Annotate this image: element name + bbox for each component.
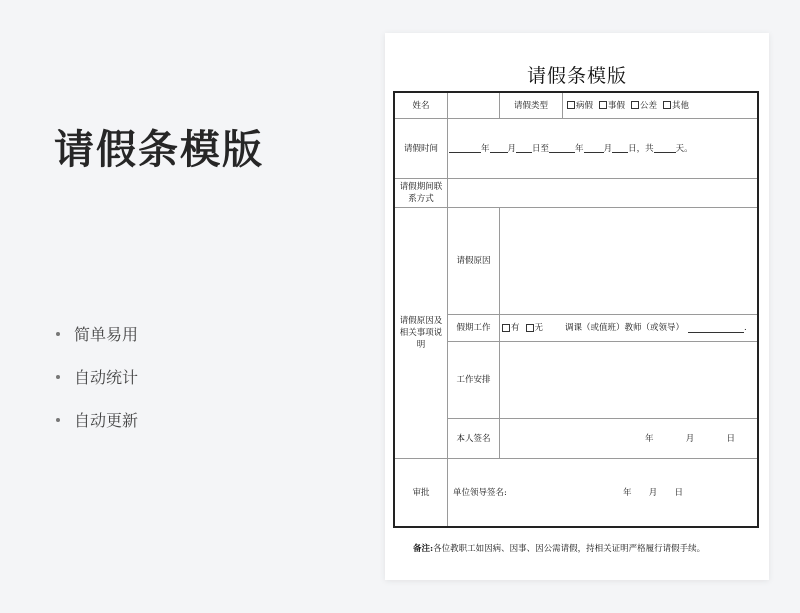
bullet-icon xyxy=(56,375,60,379)
blank-line xyxy=(490,144,508,153)
leave-time-label: 请假时间 xyxy=(403,143,438,154)
feature-list xyxy=(56,312,138,441)
name-field[interactable] xyxy=(448,93,499,118)
leave-form-table xyxy=(393,91,759,528)
blank-line xyxy=(688,324,744,333)
bullet-icon xyxy=(56,332,60,336)
blank-line xyxy=(549,144,575,153)
leave-type-option[interactable]: 病假 xyxy=(567,100,593,112)
holiday-work-options: 有 无 调课（或值班）教师（或领导） . xyxy=(502,315,757,341)
leave-type-label: 请假类型 xyxy=(513,100,548,111)
leave-type-option[interactable]: 其他 xyxy=(663,100,689,112)
blank-line xyxy=(654,144,676,153)
substitute-text: 调课（或值班）教师（或领导） xyxy=(565,323,685,333)
blank-line xyxy=(612,144,628,153)
leave-type-option[interactable]: 公差 xyxy=(631,100,657,112)
holiday-option[interactable]: 有 xyxy=(502,322,520,334)
blank-line xyxy=(584,144,604,153)
feature-item xyxy=(56,312,138,355)
footer-note xyxy=(413,542,705,554)
signature-date: 年 月 日 xyxy=(645,433,735,444)
leave-type-options xyxy=(567,93,757,118)
document-preview xyxy=(385,33,769,580)
checkbox-icon[interactable] xyxy=(631,101,639,109)
contact-field[interactable] xyxy=(448,179,757,207)
row-divider xyxy=(395,458,757,459)
feature-label: 自动统计 xyxy=(74,368,139,387)
column-divider xyxy=(562,93,563,118)
leader-signature-label: 单位领导签名: xyxy=(453,487,507,498)
work-arrangement-label: 工作安排 xyxy=(456,375,491,385)
approval-date: 年 月 日 xyxy=(623,487,683,498)
work-arrangement-field[interactable] xyxy=(500,342,757,418)
note-text: 各位教职工如因病、因事、因公需请假，持相关证明严格履行请假手续。 xyxy=(433,544,706,554)
blank-line xyxy=(449,144,481,153)
contact-label: 请假期间联系方式 xyxy=(399,182,443,204)
blank-line xyxy=(516,144,532,153)
approval-label: 审批 xyxy=(412,487,430,498)
holiday-option[interactable]: 无 xyxy=(526,322,544,334)
name-label: 姓名 xyxy=(412,100,430,111)
feature-item xyxy=(56,355,138,398)
signature-label: 本人签名 xyxy=(456,433,491,444)
holiday-work-label: 假期工作 xyxy=(456,323,491,333)
reason-field[interactable] xyxy=(500,208,757,314)
hero-title: 请假条模版 xyxy=(54,127,264,173)
feature-label: 简单易用 xyxy=(74,325,139,344)
checkbox-icon[interactable] xyxy=(567,101,575,109)
leave-type-option[interactable]: 事假 xyxy=(599,100,625,112)
feature-item xyxy=(56,398,138,441)
checkbox-icon[interactable] xyxy=(502,324,510,332)
feature-label: 自动更新 xyxy=(74,411,139,430)
reason-group-label: 请假原因及相关事项说明 xyxy=(399,316,443,350)
reason-label: 请假原因 xyxy=(456,256,491,266)
checkbox-icon[interactable] xyxy=(663,101,671,109)
bullet-icon xyxy=(56,418,60,422)
leave-time-field[interactable]: 年 月 日至 年 月 日，共 天。 xyxy=(449,119,757,178)
note-label: 备注: xyxy=(413,544,434,554)
checkbox-icon[interactable] xyxy=(526,324,534,332)
checkbox-icon[interactable] xyxy=(599,101,607,109)
document-title: 请假条模版 xyxy=(526,65,627,87)
